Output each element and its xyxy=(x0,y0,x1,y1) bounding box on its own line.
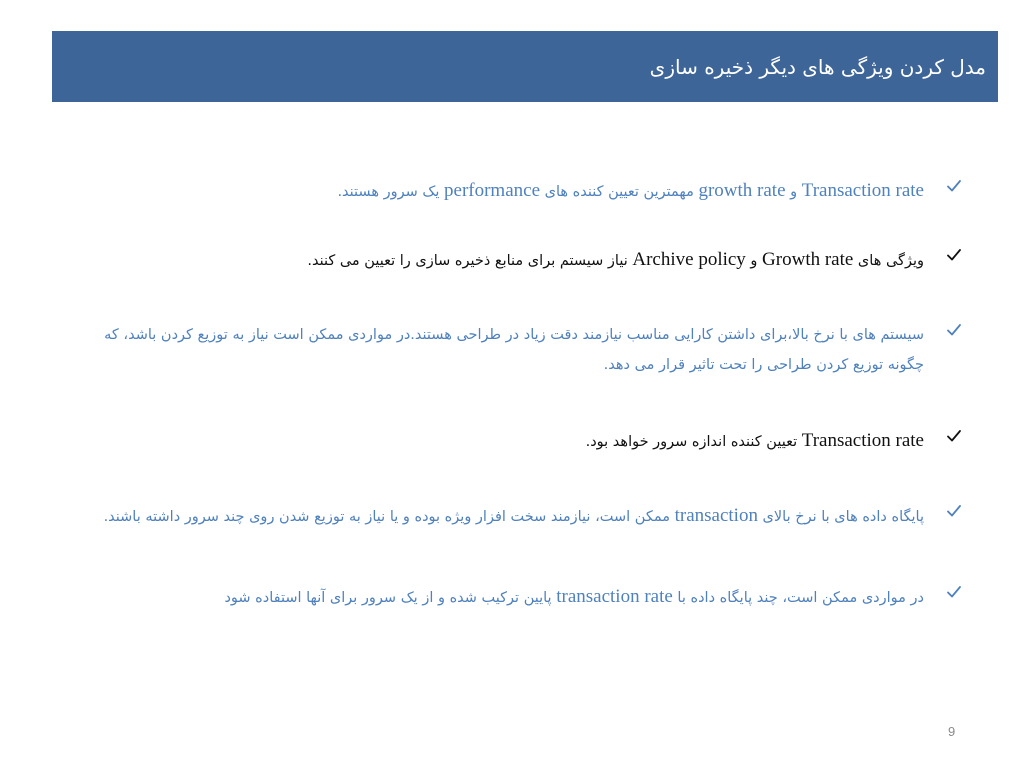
bullet-item xyxy=(66,501,964,532)
persian-text: پایین ترکیب شده و از یک سرور برای آنها استفاده شود xyxy=(224,590,557,606)
bullet-text xyxy=(66,320,924,380)
bullet-item xyxy=(66,426,964,457)
persian-text: مهمترین تعیین کننده های xyxy=(540,184,699,200)
persian-text: پایگاه داده های با نرخ بالای xyxy=(757,509,924,525)
persian-text: و xyxy=(745,253,763,269)
persian-text: ویژگی های xyxy=(853,253,924,269)
checkmark-icon xyxy=(946,428,962,444)
bullet-item xyxy=(66,176,964,207)
latin-term: Transaction rate xyxy=(801,180,924,201)
persian-text: نیاز سیستم برای منابع ذخیره سازی را تعیین می کنند. xyxy=(307,253,633,269)
latin-term: performance xyxy=(444,180,541,201)
title-bar xyxy=(52,31,998,102)
bullet-text xyxy=(66,501,924,532)
checkmark-icon xyxy=(946,322,962,338)
slide-title: مدل کردن ویژگی های دیگر ذخیره سازی xyxy=(649,54,986,79)
bullet-text xyxy=(66,582,924,613)
latin-term: growth rate xyxy=(698,180,786,201)
bullet-item xyxy=(66,245,964,276)
persian-text: ممکن است، نیازمند سخت افزار ویژه بوده و یا نیاز به توزیع شدن روی چند سرور داشته باشند. xyxy=(103,509,675,525)
latin-term: Transaction rate xyxy=(801,430,924,451)
latin-term: transaction xyxy=(674,505,758,526)
persian-text: و xyxy=(785,184,802,200)
bullet-text xyxy=(66,426,924,457)
checkmark-icon xyxy=(946,247,962,263)
bullet-text xyxy=(66,176,924,207)
latin-term: Growth rate xyxy=(762,249,854,270)
bullet-text xyxy=(66,245,924,276)
persian-text: یک سرور هستند. xyxy=(337,184,445,200)
bullet-item xyxy=(66,320,964,380)
page-number: 9 xyxy=(948,724,956,739)
latin-term: transaction rate xyxy=(556,586,673,607)
persian-text: در مواردی ممکن است، چند پایگاه داده با xyxy=(672,590,924,606)
checkmark-icon xyxy=(946,503,962,519)
bullet-list xyxy=(66,176,964,613)
latin-term: Archive policy xyxy=(632,249,746,270)
checkmark-icon xyxy=(946,584,962,600)
persian-text: تعیین کننده اندازه سرور خواهد بود. xyxy=(585,434,802,450)
persian-text: سیستم های با نرخ بالا،برای داشتن کارایی مناسب نیازمند دقت زیاد در طراحی هستند.در مواردی ممکن است نیاز به توزیع کردن باشد، که چگونه توزیع کردن طراحی را تحت تاثیر قرار می دهد. xyxy=(104,327,924,373)
checkmark-icon xyxy=(946,178,962,194)
bullet-item xyxy=(66,582,964,613)
